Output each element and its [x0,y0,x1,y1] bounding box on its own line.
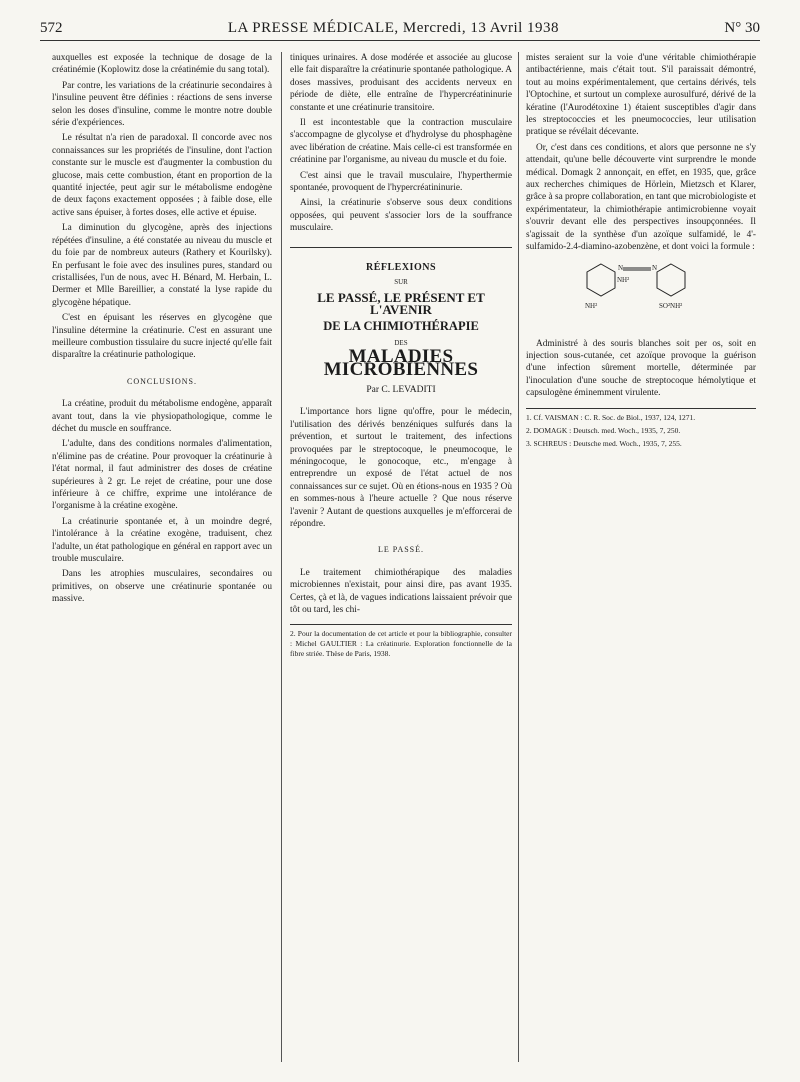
footnote: 3. SCHREUS : Deutsche med. Woch., 1935, 7, 255. [526,438,682,448]
paragraph: La créatinurie spontanée et, à un moindre degré, l'intolérance à la créatine exogène, traduisent, chez l'adulte, un état pathologique en général en rapport avec un trouble musculaire. [52,516,272,565]
so2nh2: SO²NH² [659,301,683,310]
paragraph: Par contre, les variations de la créatinurie secondaires à l'insuline peuvent être définies : réactions de sens inverse selon les doses d'insuline, comme le montre notre double série d'expériences. [52,80,272,129]
svg-text:N: N [652,263,658,272]
conclusions-heading: CONCLUSIONS. [126,376,197,386]
formula-diagram [571,258,711,330]
paragraph: C'est en épuisant les réserves en glycogène que l'insuline détermine la créatinurie. C'est en assurant une meilleure combustion tissulaire du sucre injecté qu'elle fait disparaître la créatinurie pathologique. [52,313,272,361]
column-divider-1 [281,52,282,1062]
paragraph: Ainsi, la créatinurie s'observe sous deux conditions opposées, qui peuvent s'associer lors de la souffrance musculaire. [290,198,512,234]
footnote: 2. Pour la documentation de cet article et pour la bibliographie, consulter : Michel GAULTIER : La créatinurie. Exploration fonctionnelle de la fibre striée. Thèse de Paris, 1938. [290,629,512,659]
article-title-line-2: DE LA CHIMIOTHÉRAPIE [323,319,479,334]
nh2-top: NH² [617,275,630,284]
header-rule [40,40,760,41]
paragraph: La diminution du glycogène, après des injections répétées d'insuline, a été constatée au niveau du muscle et du foie par de nombreux auteurs (Rathery et Kourilsky). En perfusant le foie avec des insulines pures, standard ou cristallisées, l'un de nous, avec H. Bénard, M. Herbain, L. Dermer et Mlle Bareillier, a constaté la lyse rapide du glycogène hépatique. [52,223,272,308]
column-divider-2 [518,52,519,1062]
paragraph: Or, c'est dans ces conditions, et alors que personne ne s'y attendait, qu'une belle découverte vint surprendre le monde médical. Domagk 2 annonçait, en effet, en 1935, que, grâce aux recherches chimiques de Hörlein, Mietzsch et Klarer, grâce à sa propre collaboration, en tant que microbiologiste et expérimentateur, la chimiothérapie antimicrobienne voyait s'ouvrir devant elle des perspectives insoupçonnées. Il s'agissait de la synthèse d'un azoïque sulfamidé, le 4'-sulfamido-2.4-diamino-azobenzène, et dont voici la formule : [526,142,756,253]
passe-heading: LE PASSÉ. [377,545,425,555]
article-title-line-1: LE PASSÉ, LE PRÉSENT ET L'AVENIR [317,289,485,317]
column-1 [52,52,272,1070]
paragraph: auxquelles est exposée la technique de dosage de la créatinémie (Koplowitz dose la créatinémie du sang total). [52,53,272,76]
article-author: Par C. LEVADITI [366,384,436,395]
article-title-main: MALADIES MICROBIENNES [323,346,479,380]
journal-title: LA PRESSE MÉDICALE, Mercredi, 13 Avril 1938 [227,20,560,36]
paragraph: Le résultat n'a rien de paradoxal. Il concorde avec nos connaissances sur les propriétés de l'insuline, dont l'action constante sur le muscle est d'augmenter la combustion du glucose, mais cette combustion, étant en proportion de la quantité injectée, peut agir sur le métabolisme endogène de deux façons exactement opposées ; à faible dose, elle active sans épuiser, à fortes doses, elle active et épuise. [52,133,272,218]
chemical-formula [526,258,756,330]
article-connector: SUR [394,278,408,287]
paragraph: Dans les atrophies musculaires, secondaires ou primitives, on observe une créatinurie spontanée ou massive. [52,569,272,605]
column-2 [290,52,512,1070]
svg-text:N: N [618,263,624,272]
article-kicker: RÉFLEXIONS [365,261,436,273]
paragraph: L'importance hors ligne qu'offre, pour le médecin, l'utilisation des dérivés benzéniques sulfurés dans la prévention, et surtout le traitement, des infections provoquées par le streptocoque, le pneumocoque, le méningocoque, le gonocoque, etc., m'engage à entreprendre un exposé de l'état actuel de nos connaissances sur ce sujet. Où en étions-nous en 1935 ? Où en sommes-nous à l'heure actuelle ? Que nous réserve l'avenir ? Autant de questions auxquelles je m'efforcerai de répondre. [290,407,512,529]
footnotes [290,624,512,659]
column-3 [526,52,756,1070]
paragraph: tiniques urinaires. A dose modérée et associée au glucose elle fait disparaître la créatinurie spontanée pathologique. A doses massives, produisant des accidents nerveux en période de diète, elle entraîne de l'hypercréatininurie constante et une créatinurie transitoire. [290,53,512,113]
footnote: 2. DOMAGK : Deutsch. med. Woch., 1935, 7, 250. [526,425,681,435]
page-number: 572 [40,20,63,36]
footnotes [526,408,756,449]
footnote: 1. Cf. VAISMAN : C. R. Soc. de Biol., 1937, 124, 1271. [526,412,696,422]
paragraph: C'est ainsi que le travail musculaire, l'hyperthermie spontanée, provoquent de l'hypercréatininurie. [290,170,512,194]
paragraph: Administré à des souris blanches soit per os, soit en injection sous-cutanée, cet azoïque provoque la guérison d'une infection sûrement mortelle, déterminée par l'inoculation d'une souche de streptocoque hémolytique et capsulogène éminemment virulente. [526,338,756,399]
article-heading [290,262,512,397]
issue-number: N° 30 [724,20,760,36]
nh2-left: NH² [585,301,598,310]
paragraph: L'adulte, dans des conditions normales d'alimentation, n'élimine pas de créatine. Pour provoquer la créatinurie à l'état normal, il faut administrer des doses de créatine supérieures à 2 gr. Le rejet de créatine, pour une dose inférieure à ce chiffre, exprime une intolérance de l'organisme à la créatine exogène. [52,439,272,512]
paragraph: mistes seraient sur la voie d'une véritable chimiothérapie antibactérienne, mais c'était tout. S'il paraissait démontré, tout au moins expérimentalement, que certains dérivés, tels l'Optochine, et surtout un complexe aurosulfuré, dérivé de la kératine (l'Aurodétoxine 1) étaient susceptibles d'agir dans les streptococcies et les pneumococcies, leur utilisation pratique se révélait décevante. [526,53,756,138]
article-separator [290,247,512,248]
paragraph: La créatine, produit du métabolisme endogène, apparaît avant tout, dans la vie physiopathologique, comme le déchet du muscle en souffrance. [52,399,272,434]
masthead [40,20,760,38]
paragraph: Le traitement chimiothérapique des maladies microbiennes n'existait, pour ainsi dire, pas avant 1935. Certes, çà et là, de vagues indications laissaient prévoir que tôt ou tard, les chi- [290,567,512,616]
paragraph: Il est incontestable que la contraction musculaire s'accompagne de glycolyse et d'hydrolyse du phosphagène avec libération de créatine. Mais celle-ci est transformée en créatinine par l'organisme, au niveau du muscle et du foie. [290,118,512,166]
article-connector-2: DES [394,338,408,347]
